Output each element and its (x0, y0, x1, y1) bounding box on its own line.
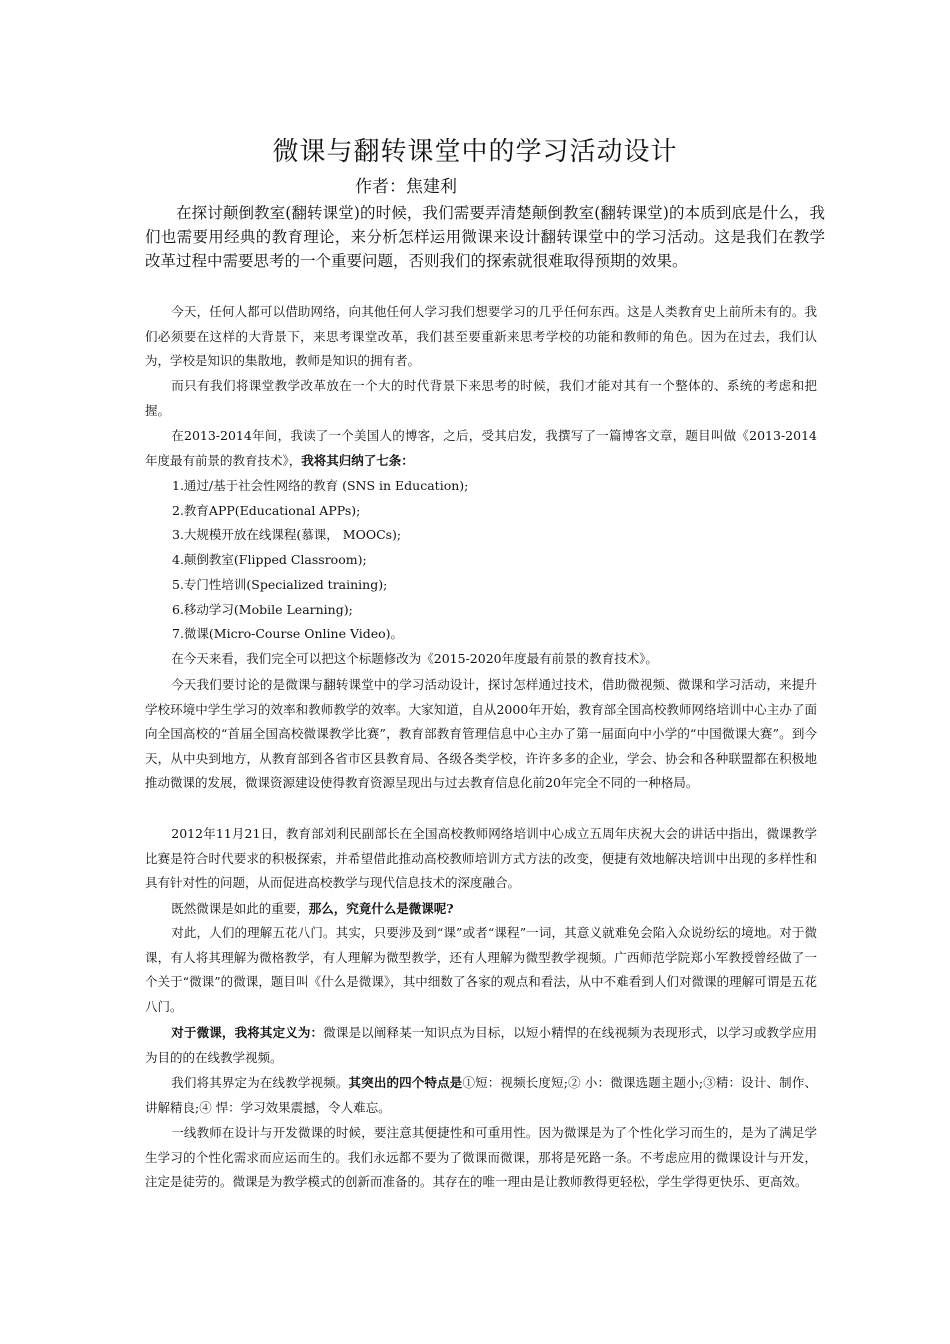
author-line: 作者：焦建利 (355, 177, 457, 197)
paragraph-3-bold: 我将其归纳了七条： (301, 452, 414, 468)
paragraph-2: 而只有我们将课堂教学改革放在一个大的时代背景下来思考的时候，我们才能对其有一个整体的、系统的考虑和把握。 (145, 378, 817, 418)
paragraph-10-text-2: ①短：视频长度短;② 小：微课选题主题小;③精：设计、制作、讲解精良;④ 悍：学习效果震撼，令人难忘。 (145, 1075, 817, 1115)
paragraph-9 (145, 1021, 817, 1070)
paragraph-10-text-1: 我们将其界定为在线教学视频。 (171, 1075, 349, 1090)
list-item: 4.颠倒教室(Flipped Classroom); (172, 552, 367, 568)
paragraph-9-text: 微课是以阐释某一知识点为目标，以短小精悍的在线视频为表现形式，以学习或教学应用为目的的在线教学视频。 (145, 1025, 817, 1065)
paragraph-5: 今天我们要讨论的是微课与翻转课堂中的学习活动设计，探讨怎样通过技术，借助微视频、微课和学习活动，来提升学校环境中学生学习的效率和教师教学的效率。大家知道，自从2000年开始，教育部全国高校教师网络培训中心主办了面向全国高校的“首届全国高校微课教学比赛”，教育部教育管理信息中心主办了第一届面向中小学的“中国微课大赛”。到今天，从中央到地方，从教育部到各省市区县教育局、各级各类学校，许许多多的企业，学会、协会和各种联盟都在积极地推动微课的发展，微课资源建设使得教育资源呈现出与过去教育信息化前20年完全不同的一种格局。 (145, 677, 817, 791)
intro-paragraph: 在探讨颠倒教室(翻转课堂)的时候，我们需要弄清楚颠倒教室(翻转课堂)的本质到底是什么，我们也需要用经典的教育理论，来分析怎样运用微课来设计翻转课堂中的学习活动。这是我们在教学改革过程中需要思考的一个重要问题，否则我们的探索就很难取得预期的效果。 (145, 204, 825, 270)
paragraph-4: 在今天来看，我们完全可以把这个标题修改为《2015-2020年度最有前景的教育技术》。 (171, 651, 658, 666)
list-item: 2.教育APP(Educational APPs); (172, 502, 361, 518)
list-item: 5.专门性培训(Specialized training); (172, 576, 388, 592)
list-item: 3.大规模开放在线课程(慕课， MOOCs); (172, 527, 402, 543)
list-item: 6.移动学习(Mobile Learning); (172, 601, 353, 617)
paragraph-11: 一线教师在设计与开发微课的时候，要注意其便捷性和可重用性。因为微课是为了个性化学习而生的，是为了满足学生学习的个性化需求而应运而生的。我们永远都不要为了微课而微课，那将是死路一条。不考虑应用的微课设计与开发，注定是徒劳的。微课是为教学模式的创新而准备的。其存在的唯一理由是让教师教得更轻松，学生学得更快乐、更高效。 (145, 1125, 817, 1190)
list-item: 7.微课(Micro-Course Online Video)。 (172, 626, 404, 642)
paragraph-10-bold: 其突出的四个特点是 (348, 1075, 463, 1090)
document-title: 微课与翻转课堂中的学习活动设计 (272, 137, 678, 167)
paragraph-10 (145, 1071, 817, 1120)
paragraph-7-text: 既然微课是如此的重要， (171, 901, 309, 916)
paragraph-7-bold: 那么，究竟什么是微课呢? (308, 901, 454, 916)
technology-list (145, 474, 817, 647)
paragraph-3 (145, 424, 817, 473)
list-item: 1.通过/基于社会性网络的教育 (SNS in Education); (172, 478, 469, 493)
paragraph-1: 今天，任何人都可以借助网络，向其他任何人学习我们想要学习的几乎任何东西。这是人类教育史上前所未有的。我们必须要在这样的大背景下，来思考课堂改革，我们甚至要重新来思考学校的功能和教师的角色。因为在过去，我们认为，学校是知识的集散地，教师是知识的拥有者。 (145, 304, 817, 369)
paragraph-8: 对此，人们的理解五花八门。其实，只要涉及到“课”或者“课程”一词，其意义就难免会陷入众说纷纭的境地。对于微课，有人将其理解为微格教学，有人理解为微型教学，还有人理解为微型教学视频。广西师范学院郑小军教授曾经做了一个关于“微课”的微课，题目叫《什么是微课》，其中细数了各家的观点和看法，从中不难看到人们对微课的理解可谓是五花八门。 (145, 925, 817, 1014)
paragraph-3-text: 在2013-2014年间，我读了一个美国人的博客，之后，受其启发，我撰写了一篇博客文章，题目叫做《2013-2014年度最有前景的教育技术》， (145, 428, 817, 468)
paragraph-7 (145, 897, 817, 922)
paragraph-9-bold: 对于微课，我将其定义为： (171, 1025, 324, 1040)
paragraph-6: 2012年11月21日，教育部刘利民副部长在全国高校教师网络培训中心成立五周年庆祝大会的讲话中指出，微课教学比赛是符合时代要求的积极探索，并希望借此推动高校教师培训方式方法的改变，便捷有效地解决培训中出现的多样性和具有针对性的问题，从而促进高校教学与现代信息技术的深度融合。 (145, 826, 817, 891)
